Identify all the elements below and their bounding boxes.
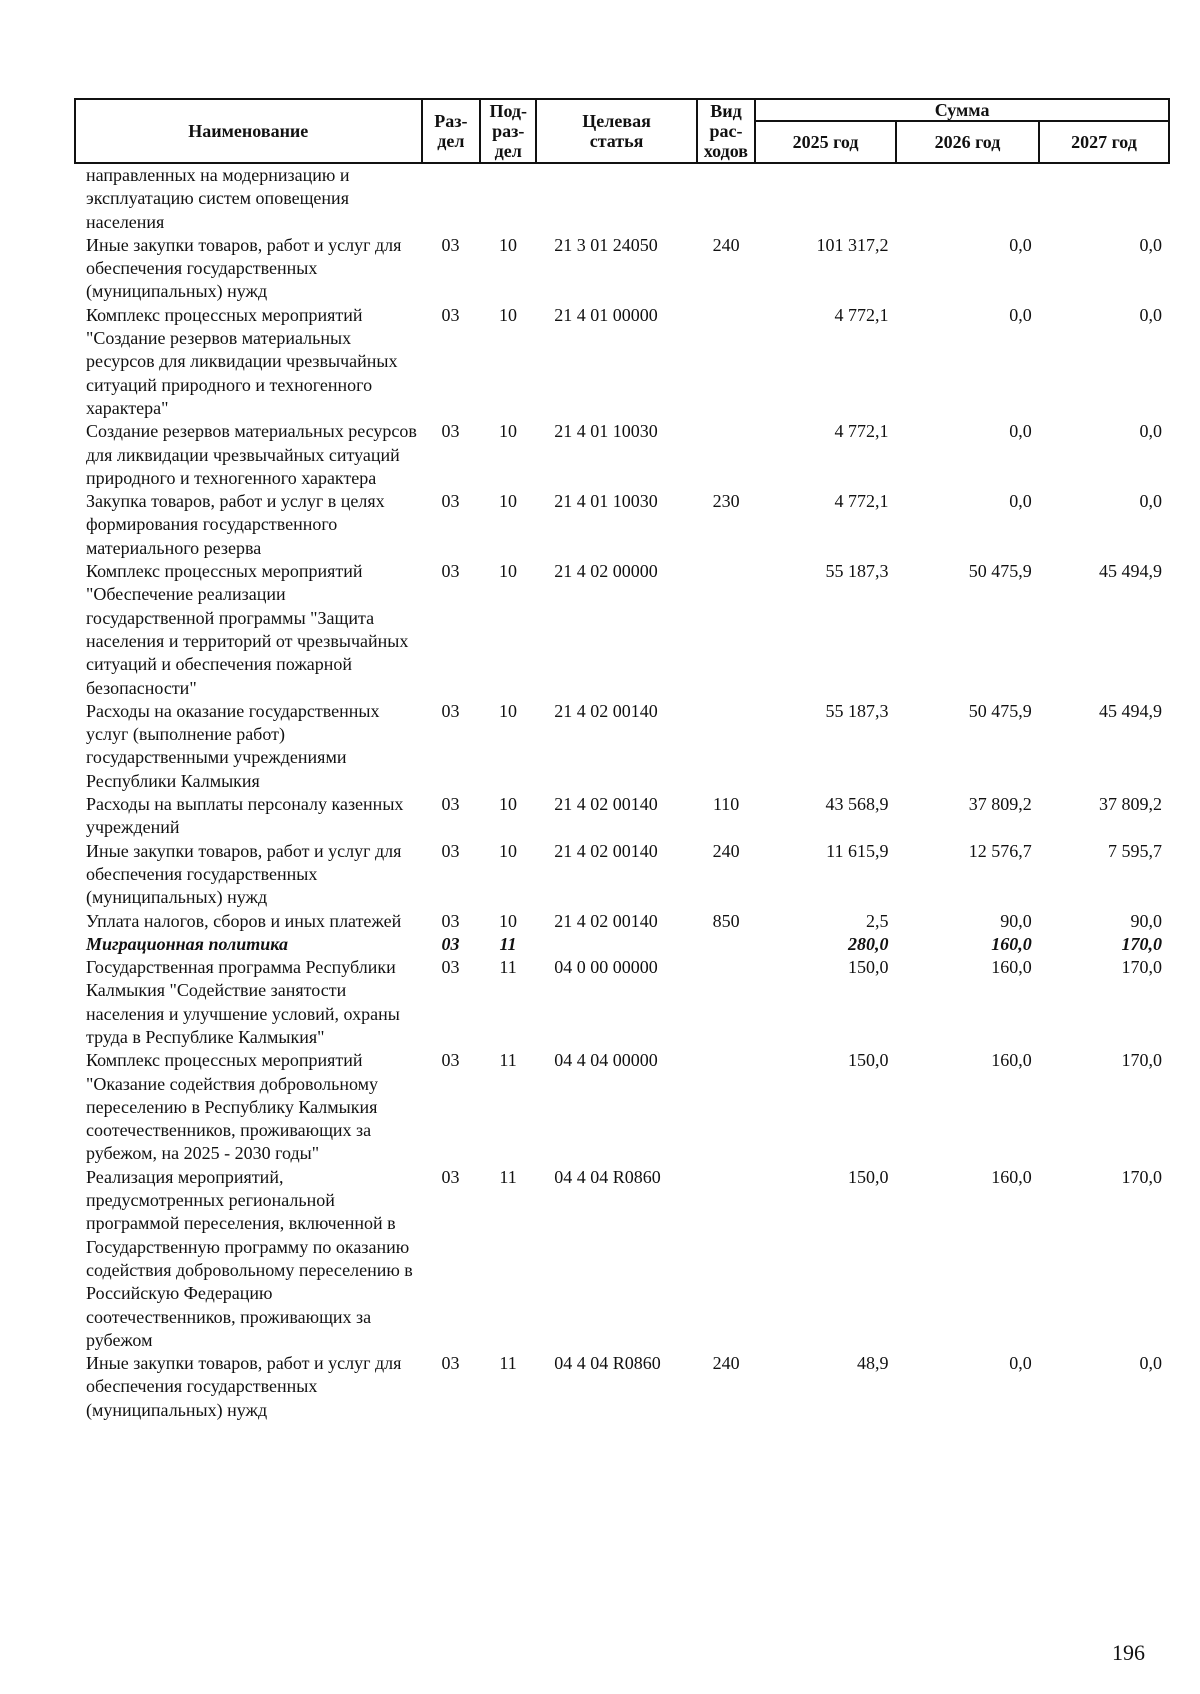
row-2026: 50 475,9 <box>968 700 1032 721</box>
row-2027: 170,0 <box>1121 933 1162 954</box>
row-razdel: 03 <box>441 1353 460 1374</box>
table-row <box>74 793 1170 840</box>
row-vid <box>697 933 756 956</box>
col-celevaya-header: Целевая статья <box>536 99 696 163</box>
row-name: Иные закупки товаров, работ и услуг для обеспечения государственных (муниципальных) нужд <box>86 234 402 302</box>
row-name: направленных на модернизацию и эксплуатацию систем оповещения населения <box>86 165 350 232</box>
table-row <box>74 840 1170 910</box>
row-vid <box>697 956 756 1049</box>
table-row <box>74 1352 1170 1422</box>
row-vid: 850 <box>712 910 740 931</box>
row-podrazdel: 10 <box>499 421 518 442</box>
table-header <box>74 98 1170 164</box>
row-razdel: 03 <box>441 234 460 255</box>
row-vid <box>697 304 756 420</box>
table-row <box>74 933 1170 956</box>
row-name: Закупка товаров, работ и услуг в целях формирования государственного материального резерва <box>86 491 385 558</box>
row-podrazdel: 10 <box>499 304 518 325</box>
row-podrazdel: 10 <box>499 491 518 512</box>
col-2027-header: 2027 год <box>1039 121 1169 163</box>
col-podrazdel-header: Под- раз- дел <box>480 99 536 163</box>
row-razdel: 03 <box>441 304 460 325</box>
row-name: Уплата налогов, сборов и иных платежей <box>86 910 402 931</box>
table-row <box>74 956 1170 1049</box>
row-2025: 4 772,1 <box>834 421 889 442</box>
row-razdel: 03 <box>441 910 460 931</box>
col-2026-header: 2026 год <box>896 121 1039 163</box>
row-vid <box>697 560 756 700</box>
row-2027: 0,0 <box>1139 491 1162 512</box>
row-name: Государственная программа Республики Калмыкия "Содействие занятости населения и улучшение условий, охраны труда в Республике Калмыкия" <box>86 957 400 1047</box>
table-row <box>74 304 1170 420</box>
row-code: 21 4 02 00140 <box>554 840 658 861</box>
row-code: 21 3 01 24050 <box>554 234 658 255</box>
row-2026: 37 809,2 <box>968 794 1032 815</box>
row-2027: 170,0 <box>1121 957 1162 978</box>
row-code <box>536 933 697 956</box>
table-row <box>74 1166 1170 1352</box>
row-2026: 0,0 <box>1009 491 1032 512</box>
row-2026: 0,0 <box>1009 1353 1032 1374</box>
row-razdel: 03 <box>441 1050 460 1071</box>
row-razdel: 03 <box>441 933 460 954</box>
row-2027: 45 494,9 <box>1099 561 1162 582</box>
col-vid-header: Вид рас- ходов <box>697 99 755 163</box>
row-2025: 11 615,9 <box>826 840 889 861</box>
row-2025: 43 568,9 <box>825 794 889 815</box>
row-2025: 2,5 <box>866 910 889 931</box>
table-row <box>74 910 1170 933</box>
budget-table-page <box>74 98 1170 1422</box>
table-row <box>74 234 1170 304</box>
row-2025 <box>755 164 896 234</box>
row-code: 04 4 04 R0860 <box>554 1166 661 1187</box>
row-2026: 12 576,7 <box>968 840 1032 861</box>
table-row <box>74 560 1170 700</box>
row-code: 04 0 00 00000 <box>554 957 658 978</box>
row-2025: 280,0 <box>848 933 889 954</box>
row-razdel: 03 <box>441 491 460 512</box>
row-2026: 0,0 <box>1009 421 1032 442</box>
row-2025: 4 772,1 <box>834 491 889 512</box>
row-code <box>536 164 697 234</box>
row-2026 <box>897 164 1040 234</box>
col-name-header: Наименование <box>75 99 422 163</box>
row-name: Иные закупки товаров, работ и услуг для обеспечения государственных (муниципальных) нужд <box>86 1353 402 1420</box>
row-code: 21 4 02 00140 <box>554 910 658 931</box>
table-row <box>74 700 1170 793</box>
row-2026: 160,0 <box>991 1050 1032 1071</box>
row-2025: 150,0 <box>848 1050 889 1071</box>
row-name: Создание резервов материальных ресурсов для ликвидации чрезвычайных ситуаций природного и техногенного характера <box>86 421 417 488</box>
table-row <box>74 1049 1170 1165</box>
row-code: 21 4 01 00000 <box>554 304 658 325</box>
row-vid <box>697 1049 756 1165</box>
row-2027: 37 809,2 <box>1099 794 1162 815</box>
row-razdel <box>421 164 480 234</box>
row-razdel: 03 <box>441 421 460 442</box>
row-podrazdel: 10 <box>499 910 518 931</box>
row-name: Реализация мероприятий, предусмотренных региональной программой переселения, включенной в Государственную программу по оказанию содействия добровольному переселению в Российскую Федерацию соотечественников, проживающих за рубежом <box>86 1166 413 1350</box>
row-name: Миграционная политика <box>86 933 288 954</box>
table-body <box>74 164 1170 1422</box>
table-row <box>74 490 1170 560</box>
row-podrazdel: 11 <box>499 957 517 978</box>
row-code: 04 4 04 00000 <box>554 1050 658 1071</box>
row-2025: 101 317,2 <box>816 234 889 255</box>
row-vid <box>697 420 756 490</box>
row-code: 21 4 02 00140 <box>554 700 658 721</box>
row-vid: 240 <box>712 840 740 861</box>
row-2027: 170,0 <box>1121 1050 1162 1071</box>
row-2025: 4 772,1 <box>834 304 889 325</box>
row-vid: 240 <box>712 1353 740 1374</box>
row-2026: 0,0 <box>1009 304 1032 325</box>
row-2027: 0,0 <box>1139 234 1162 255</box>
row-2025: 48,9 <box>857 1353 889 1374</box>
row-code: 21 4 02 00000 <box>554 561 658 582</box>
row-2026: 160,0 <box>991 933 1032 954</box>
row-razdel: 03 <box>441 700 460 721</box>
row-2027: 7 595,7 <box>1108 840 1162 861</box>
row-vid <box>697 1166 756 1352</box>
col-razdel-header: Раз- дел <box>422 99 480 163</box>
row-2027: 0,0 <box>1139 304 1162 325</box>
row-name: Комплекс процессных мероприятий "Обеспечение реализации государственной программы "Защита населения и территорий от чрезвычайных ситуаций и обеспечения пожарной безопасности" <box>86 561 409 698</box>
row-razdel: 03 <box>441 1166 460 1187</box>
row-code: 04 4 04 R0860 <box>554 1353 661 1374</box>
row-vid <box>697 164 756 234</box>
row-podrazdel: 10 <box>499 700 518 721</box>
row-2025: 150,0 <box>848 957 889 978</box>
row-podrazdel: 10 <box>499 794 518 815</box>
row-2027: 0,0 <box>1139 421 1162 442</box>
row-code: 21 4 02 00140 <box>554 794 658 815</box>
row-code: 21 4 01 10030 <box>554 421 658 442</box>
row-vid: 110 <box>712 794 740 815</box>
row-podrazdel: 10 <box>499 840 518 861</box>
row-code: 21 4 01 10030 <box>554 491 658 512</box>
table-row <box>74 420 1170 490</box>
row-2027 <box>1040 164 1170 234</box>
row-podrazdel: 10 <box>499 234 518 255</box>
row-name: Расходы на выплаты персоналу казенных учреждений <box>86 794 404 838</box>
row-vid: 240 <box>712 234 740 255</box>
row-2025: 55 187,3 <box>825 700 889 721</box>
col-2025-header: 2025 год <box>755 121 896 163</box>
row-2027: 0,0 <box>1139 1353 1162 1374</box>
row-razdel: 03 <box>441 794 460 815</box>
row-vid <box>697 700 756 793</box>
row-razdel: 03 <box>441 561 460 582</box>
col-summa-header: Сумма <box>755 99 1169 121</box>
row-2027: 45 494,9 <box>1099 700 1162 721</box>
row-podrazdel: 11 <box>499 1050 517 1071</box>
row-name: Комплекс процессных мероприятий "Оказание содействия добровольному переселению в Республику Калмыкия соотечественников, проживающих за рубежом, на 2025 - 2030 годы" <box>86 1050 379 1164</box>
page-number: 196 <box>1112 1640 1145 1665</box>
row-razdel: 03 <box>441 840 460 861</box>
row-2025: 55 187,3 <box>825 561 889 582</box>
row-2026: 160,0 <box>991 957 1032 978</box>
row-podrazdel: 11 <box>499 1353 517 1374</box>
row-2026: 90,0 <box>1000 910 1032 931</box>
row-2025: 150,0 <box>848 1166 889 1187</box>
row-podrazdel <box>480 164 536 234</box>
row-2026: 50 475,9 <box>968 561 1032 582</box>
row-name: Расходы на оказание государственных услуг (выполнение работ) государственными учреждениями Республики Калмыкия <box>86 700 380 791</box>
row-2026: 160,0 <box>991 1166 1032 1187</box>
row-2027: 90,0 <box>1130 910 1162 931</box>
row-razdel: 03 <box>441 957 460 978</box>
row-2027: 170,0 <box>1121 1166 1162 1187</box>
row-name: Комплекс процессных мероприятий "Создание резервов материальных ресурсов для ликвидации чрезвычайных ситуаций природного и техногенного характера" <box>86 304 398 418</box>
row-vid: 230 <box>712 491 740 512</box>
row-podrazdel: 10 <box>499 561 518 582</box>
row-podrazdel: 11 <box>499 1166 517 1187</box>
row-name: Иные закупки товаров, работ и услуг для обеспечения государственных (муниципальных) нужд <box>86 840 402 908</box>
row-2026: 0,0 <box>1009 234 1032 255</box>
row-podrazdel: 11 <box>499 933 517 954</box>
table-row <box>74 164 1170 234</box>
